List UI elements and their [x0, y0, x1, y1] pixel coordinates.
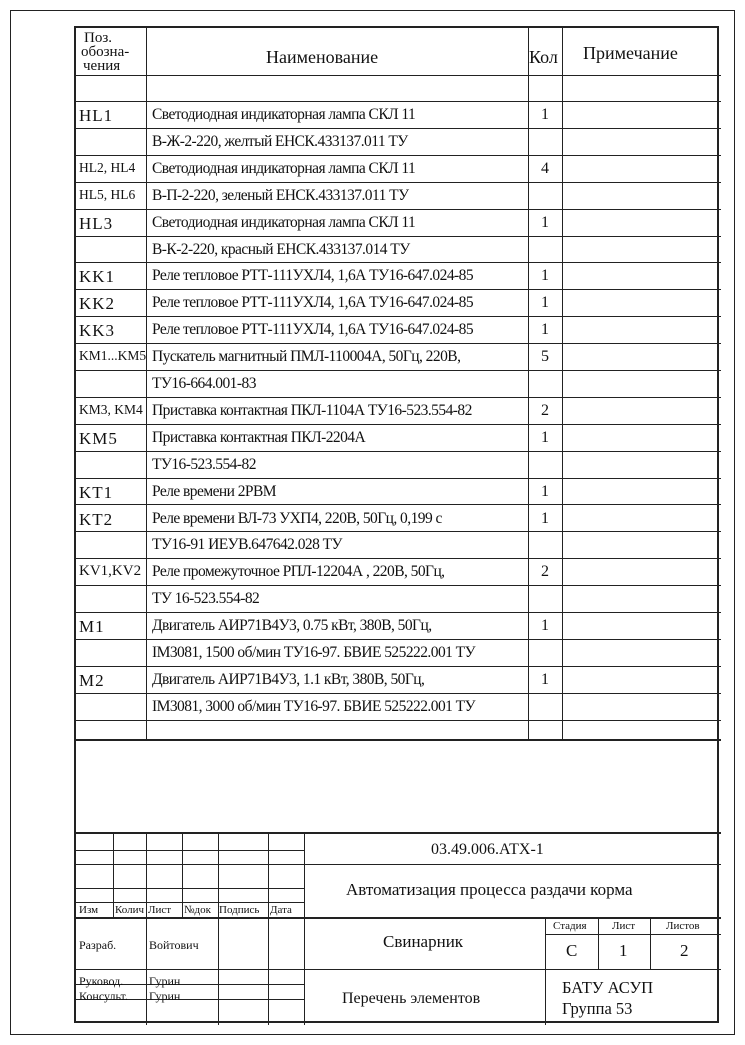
row-name: Светодиодная индикаторная лампа СКЛ 11: [152, 160, 416, 177]
row-position: KM3, KM4: [79, 402, 143, 417]
table-row: [76, 585, 721, 612]
header-pos-line-1: Поз.: [84, 30, 113, 46]
row-name: Двигатель АИР71В4У3, 1.1 кВт, 380В, 50Гц,: [152, 671, 425, 688]
stamp-divider: [146, 832, 147, 1025]
stamp-divider: [218, 832, 219, 1025]
specification-table: [74, 26, 719, 1023]
row-line: [76, 585, 721, 586]
object-name: Свинарник: [383, 932, 464, 951]
group: Группа 53: [562, 999, 633, 1018]
table-row: [76, 693, 721, 720]
row-qty: 1: [541, 267, 549, 284]
row-position: HL1: [79, 106, 114, 125]
row-name: ТУ 16-523.554-82: [152, 590, 260, 607]
row-name: В-П-2-220, зеленый ЕНСК.433137.011 ТУ: [152, 187, 409, 204]
row-qty: 1: [541, 483, 549, 500]
header-name: Наименование: [266, 47, 379, 67]
role-supervisor: Руковод.: [79, 974, 124, 988]
sheets-label: Листов: [666, 920, 700, 932]
row-name: ТУ16-91 ИЕУВ.647642.028 ТУ: [152, 536, 342, 553]
row-line: [76, 343, 721, 344]
table-row: [76, 370, 721, 397]
stamp-col-ndok: №док: [184, 904, 211, 916]
row-name: IM3081, 3000 об/мин ТУ16-97. БВИЕ 525222.001 ТУ: [152, 698, 476, 715]
row-line: [76, 666, 721, 667]
row-qty: 1: [541, 294, 549, 311]
row-name: ТУ16-664.001-83: [152, 375, 256, 392]
table-row: [76, 316, 721, 343]
header-note: Примечание: [583, 43, 678, 63]
row-line: [76, 451, 721, 452]
row-line: [76, 370, 721, 371]
table-row: [76, 101, 721, 128]
row-position: KK3: [79, 321, 116, 340]
stamp-row-line: [76, 917, 721, 919]
stamp-row-line: [545, 934, 721, 935]
name-supervisor: Гурин: [149, 974, 181, 988]
row-line: [76, 128, 721, 129]
row-qty: 1: [541, 321, 549, 338]
stage-value: С: [566, 941, 578, 960]
row-qty: 1: [541, 671, 549, 688]
table-row: [76, 505, 721, 532]
sheet-label: Лист: [612, 920, 636, 932]
row-line: [76, 720, 721, 721]
title-block-border: [76, 832, 721, 834]
stage-label: Стадия: [553, 920, 587, 932]
row-name: Двигатель АИР71В4У3, 0.75 кВт, 380В, 50Гц,: [152, 617, 432, 634]
stamp-divider: [268, 832, 269, 1025]
header-qty: Кол: [529, 47, 558, 67]
row-position: M2: [79, 671, 105, 690]
row-name: Приставка контактная ПКЛ-2204А: [152, 429, 366, 446]
table-row: [76, 666, 721, 693]
sheets-value: 2: [680, 941, 689, 960]
row-qty: 2: [541, 563, 549, 580]
row-name: В-К-2-220, красный ЕНСК.433137.014 ТУ: [152, 241, 410, 258]
row-position: KK2: [79, 294, 116, 313]
row-position: KV1,KV2: [79, 563, 142, 579]
stamp-row-line: [76, 888, 304, 889]
row-name: Реле времени 2РВМ: [152, 483, 277, 500]
row-qty: 2: [541, 402, 549, 419]
row-name: Реле тепловое РТТ-111УХЛ4, 1,6А ТУ16-647.024-85: [152, 321, 474, 338]
row-qty: 1: [541, 214, 549, 231]
row-line: [76, 397, 721, 398]
document-name: Перечень элементов: [342, 990, 481, 1007]
sheet-value: 1: [619, 941, 628, 960]
row-position: HL3: [79, 214, 114, 233]
row-name: Светодиодная индикаторная лампа СКЛ 11: [152, 214, 416, 231]
row-position: KT2: [79, 510, 114, 529]
table-row: [76, 155, 721, 182]
row-name: Пускатель магнитный ПМЛ-110004А, 50Гц, 220В,: [152, 348, 461, 365]
row-line: [76, 209, 721, 210]
row-line: [76, 558, 721, 559]
table-row: [76, 451, 721, 478]
row-qty: 1: [541, 429, 549, 446]
row-qty: 4: [541, 160, 549, 177]
role-developer: Разраб.: [79, 938, 117, 952]
row-line: [76, 424, 721, 425]
table-row: [76, 612, 721, 639]
stamp-divider: [304, 832, 305, 1025]
stamp-divider: [113, 832, 114, 917]
table-row: [76, 262, 721, 289]
project-title: Автоматизация процесса раздачи корма: [346, 880, 633, 899]
table-row: [76, 236, 721, 263]
row-name: Приставка контактная ПКЛ-1104А ТУ16-523.554-82: [152, 402, 472, 419]
table-row: [76, 639, 721, 666]
stamp-row-line: [76, 902, 304, 903]
stamp-row-line: [76, 864, 304, 865]
row-line: [76, 478, 721, 479]
stamp-col-izm: Изм: [79, 904, 99, 916]
row-position: KK1: [79, 267, 116, 286]
row-line: [76, 236, 721, 237]
row-line: [76, 289, 721, 290]
header-pos-line-2: обозна-: [81, 44, 130, 60]
table-row: [76, 424, 721, 451]
header-underline: [76, 75, 721, 76]
row-line: [76, 639, 721, 640]
table-row: [76, 397, 721, 424]
row-name: Реле тепловое РТТ-111УХЛ4, 1,6А ТУ16-647.024-85: [152, 267, 474, 284]
stamp-divider: [598, 917, 599, 969]
row-line: [76, 262, 721, 263]
row-name: ТУ16-523.554-82: [152, 456, 256, 473]
table-row: [76, 289, 721, 316]
row-name: IM3081, 1500 об/мин ТУ16-97. БВИЕ 525222.001 ТУ: [152, 644, 476, 661]
row-qty: 1: [541, 106, 549, 123]
stamp-divider: [182, 832, 183, 917]
stamp-col-data: Дата: [270, 904, 292, 916]
row-line: [76, 101, 721, 102]
role-consultant: Консульт.: [79, 989, 128, 1003]
row-line: [76, 182, 721, 183]
organization: БАТУ АСУП: [562, 978, 654, 997]
row-line: [76, 504, 721, 505]
stamp-col-podpis: Подпись: [219, 904, 260, 916]
stamp-col-list: Лист: [148, 904, 172, 916]
table-row: [76, 182, 721, 209]
row-position: HL2, HL4: [79, 160, 136, 175]
stamp-row-line: [76, 850, 304, 851]
row-line: [76, 612, 721, 613]
row-qty: 1: [541, 510, 549, 527]
row-name: В-Ж-2-220, желтый ЕНСК.433137.011 ТУ: [152, 133, 408, 150]
stamp-divider: [650, 917, 651, 969]
row-name: Светодиодная индикаторная лампа СКЛ 11: [152, 106, 416, 123]
table-row: [76, 128, 721, 155]
name-developer: Войтович: [149, 938, 199, 952]
row-qty: 1: [541, 617, 549, 634]
row-line: [76, 531, 721, 532]
row-position: KM5: [79, 429, 118, 448]
table-row: [76, 558, 721, 585]
row-name: Реле промежуточное РПЛ-12204А , 220В, 50Гц,: [152, 563, 445, 580]
table-row: [76, 343, 721, 370]
table-row: [76, 531, 721, 558]
table-row: [76, 478, 721, 505]
row-name: Реле тепловое РТТ-111УХЛ4, 1,6А ТУ16-647.024-85: [152, 294, 474, 311]
row-position: KM1...KM5: [79, 348, 147, 363]
row-name: Реле времени ВЛ-73 УХП4, 220В, 50Гц, 0,199 с: [152, 510, 442, 527]
row-position: KT1: [79, 483, 114, 502]
stamp-row-line: [304, 864, 721, 865]
row-position: M1: [79, 617, 105, 636]
row-line: [76, 693, 721, 694]
stamp-col-kolich: Колич: [115, 904, 145, 916]
table-end-line: [76, 739, 721, 741]
table-row: [76, 209, 721, 236]
row-line: [76, 316, 721, 317]
doc-code: 03.49.006.АТХ-1: [431, 841, 544, 858]
name-consultant: Гурин: [149, 989, 181, 1003]
header-pos-line-3: чения: [83, 58, 121, 74]
row-position: HL5, HL6: [79, 187, 136, 202]
row-line: [76, 155, 721, 156]
row-qty: 5: [541, 348, 549, 365]
stamp-row-line: [76, 969, 721, 970]
